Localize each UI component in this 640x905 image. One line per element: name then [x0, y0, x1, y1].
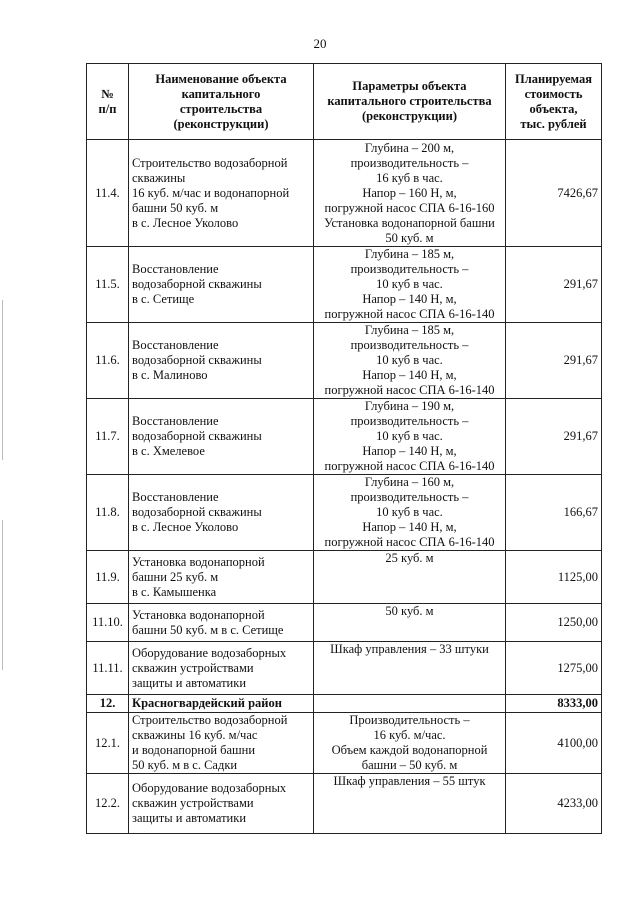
object-params-line: производительность –	[350, 338, 469, 352]
object-name-line: скважины	[132, 170, 186, 185]
table-row	[87, 551, 602, 604]
header-object-params: Параметры объекта капитального строительства (реконструкции)	[314, 64, 506, 140]
planned-cost: 1275,00	[506, 642, 602, 695]
object-params	[314, 140, 506, 247]
scan-edge-mark	[2, 520, 3, 670]
row-number: 11.8.	[87, 475, 129, 551]
row-number: 11.4.	[87, 140, 129, 247]
object-params-line: Напор – 160 Н, м,	[362, 185, 457, 200]
header-object-name: Наименование объекта капитального строительства (реконструкции)	[129, 64, 314, 140]
object-params	[314, 323, 506, 399]
object-name	[129, 713, 314, 774]
table-row	[87, 642, 602, 695]
object-params	[314, 713, 506, 774]
object-params	[314, 247, 506, 323]
object-params-line: Глубина – 185 м,	[364, 247, 455, 261]
object-name-line: скважин устройствами	[132, 660, 254, 675]
table-row	[87, 695, 602, 713]
object-params-line: производительность –	[350, 490, 469, 504]
object-name	[129, 774, 314, 834]
planned-cost: 166,67	[506, 475, 602, 551]
object-name-line: и водонапорной башни	[132, 743, 256, 757]
table-header-row	[87, 64, 602, 140]
planned-cost: 7426,67	[506, 140, 602, 247]
object-params-line: 50 куб. м	[385, 604, 434, 618]
object-name-line: Строительство водозаборной	[132, 155, 288, 170]
object-name-line: в с. Малиново	[132, 368, 208, 382]
object-name-line: Восстановление	[132, 262, 219, 276]
object-params-line: Напор – 140 Н, м,	[362, 368, 457, 382]
table-row	[87, 475, 602, 551]
object-params-line: 50 куб. м	[385, 230, 434, 245]
planned-cost: 8333,00	[506, 695, 602, 713]
object-name-line: Строительство водозаборной	[132, 713, 288, 727]
planned-cost: 1125,00	[506, 551, 602, 604]
object-name-line: башни 25 куб. м	[132, 569, 219, 584]
header-number: № п/п	[87, 64, 129, 140]
object-params-line: 10 куб в час.	[376, 353, 443, 367]
object-name-line: Восстановление	[132, 338, 219, 352]
object-params-line: производительность –	[350, 155, 469, 170]
object-params-line: Напор – 140 Н, м,	[362, 292, 457, 306]
object-params-line: 10 куб в час.	[376, 505, 443, 519]
object-params	[314, 774, 506, 834]
object-params-line: Напор – 140 Н, м,	[362, 520, 457, 534]
object-name-line: Установка водонапорной	[132, 607, 265, 622]
row-number: 11.7.	[87, 399, 129, 475]
object-params-line: 25 куб. м	[385, 551, 434, 565]
planned-cost: 291,67	[506, 399, 602, 475]
object-name-line: 50 куб. м в с. Садки	[132, 758, 238, 772]
object-params-line: Глубина – 160 м,	[364, 475, 455, 489]
object-name-line: башни 50 куб. м в с. Сетище	[132, 622, 284, 637]
table-row	[87, 604, 602, 642]
object-name-line: Оборудование водозаборных	[132, 781, 287, 795]
table-row	[87, 713, 602, 774]
planned-cost: 291,67	[506, 247, 602, 323]
object-name-line: защиты и автоматики	[132, 811, 247, 825]
object-params-line: Производительность –	[349, 713, 470, 727]
object-params-line: Шкаф управления – 33 штуки	[330, 642, 489, 656]
object-params-line: Глубина – 200 м,	[364, 140, 455, 155]
object-params-line: башни – 50 куб. м	[361, 758, 458, 772]
scan-edge-mark	[2, 300, 3, 460]
row-number: 11.11.	[87, 642, 129, 695]
planned-cost: 1250,00	[506, 604, 602, 642]
object-name-line: водозаборной скважины	[132, 277, 262, 291]
page-number: 20	[313, 36, 327, 51]
object-params	[314, 642, 506, 695]
row-number: 12.1.	[87, 713, 129, 774]
row-number: 12.2.	[87, 774, 129, 834]
object-name	[129, 475, 314, 551]
object-params-line: погружной насос СПА 6-16-140	[324, 535, 495, 549]
object-name	[129, 604, 314, 642]
object-name-line: водозаборной скважины	[132, 505, 262, 519]
object-params-line: Шкаф управления – 55 штук	[333, 774, 486, 788]
object-params-line: погружной насос СПА 6-16-140	[324, 459, 495, 473]
object-params-line: Объем каждой водонапорной	[331, 743, 488, 757]
object-name	[129, 323, 314, 399]
planned-cost: 4233,00	[506, 774, 602, 834]
object-params-line: 16 куб. м/час.	[373, 728, 446, 742]
row-number: 11.5.	[87, 247, 129, 323]
table-row	[87, 140, 602, 247]
object-params-line: Установка водонапорной башни	[324, 215, 495, 230]
header-planned-cost: Планируемая стоимость объекта, тыс. рублей	[506, 64, 602, 140]
empty-params-cell	[314, 695, 506, 713]
object-name	[129, 399, 314, 475]
planned-cost: 4100,00	[506, 713, 602, 774]
table-row	[87, 323, 602, 399]
object-params	[314, 604, 506, 642]
object-name	[129, 247, 314, 323]
object-params	[314, 399, 506, 475]
table-row	[87, 247, 602, 323]
object-params-line: Глубина – 190 м,	[364, 399, 455, 413]
object-name-line: водозаборной скважины	[132, 353, 262, 367]
object-params-line: погружной насос СПА 6-16-140	[324, 383, 495, 397]
object-params-line: Напор – 140 Н, м,	[362, 444, 457, 458]
object-name-line: в с. Хмелевое	[132, 444, 205, 458]
planned-cost: 291,67	[506, 323, 602, 399]
object-params-line: производительность –	[350, 414, 469, 428]
object-name	[129, 140, 314, 247]
object-params-line: 16 куб в час.	[376, 170, 443, 185]
object-name-line: башни 50 куб. м	[132, 200, 219, 215]
object-params-line: производительность –	[350, 262, 469, 276]
object-params	[314, 551, 506, 604]
object-name-line: скважин устройствами	[132, 796, 254, 810]
table-row	[87, 774, 602, 834]
object-params-line: 10 куб в час.	[376, 277, 443, 291]
object-name-line: Установка водонапорной	[132, 554, 265, 569]
object-params-line: погружной насос СПА 6-16-140	[324, 307, 495, 321]
object-name-line: защиты и автоматики	[132, 675, 247, 690]
object-name-line: 16 куб. м/час и водонапорной	[132, 185, 290, 200]
capital-construction-table	[86, 63, 602, 834]
object-name-line: в с. Лесное Уколово	[132, 215, 239, 230]
object-name-line: в с. Камышенка	[132, 584, 217, 599]
object-name-line: Восстановление	[132, 490, 219, 504]
table-row	[87, 399, 602, 475]
object-name	[129, 642, 314, 695]
row-number: 12.	[87, 695, 129, 713]
row-number: 11.10.	[87, 604, 129, 642]
object-name-line: Восстановление	[132, 414, 219, 428]
object-params-line: Глубина – 185 м,	[364, 323, 455, 337]
object-name	[129, 551, 314, 604]
object-name-line: скважины 16 куб. м/час	[132, 728, 258, 742]
object-name-line: в с. Сетище	[132, 292, 195, 306]
object-params	[314, 475, 506, 551]
object-name-line: Оборудование водозаборных	[132, 645, 287, 660]
row-number: 11.6.	[87, 323, 129, 399]
district-name: Красногвардейский район	[129, 695, 314, 713]
object-params-line: погружной насос СПА 6-16-160	[324, 200, 495, 215]
row-number: 11.9.	[87, 551, 129, 604]
object-name-line: водозаборной скважины	[132, 429, 262, 443]
object-name-line: в с. Лесное Уколово	[132, 520, 239, 534]
object-params-line: 10 куб в час.	[376, 429, 443, 443]
